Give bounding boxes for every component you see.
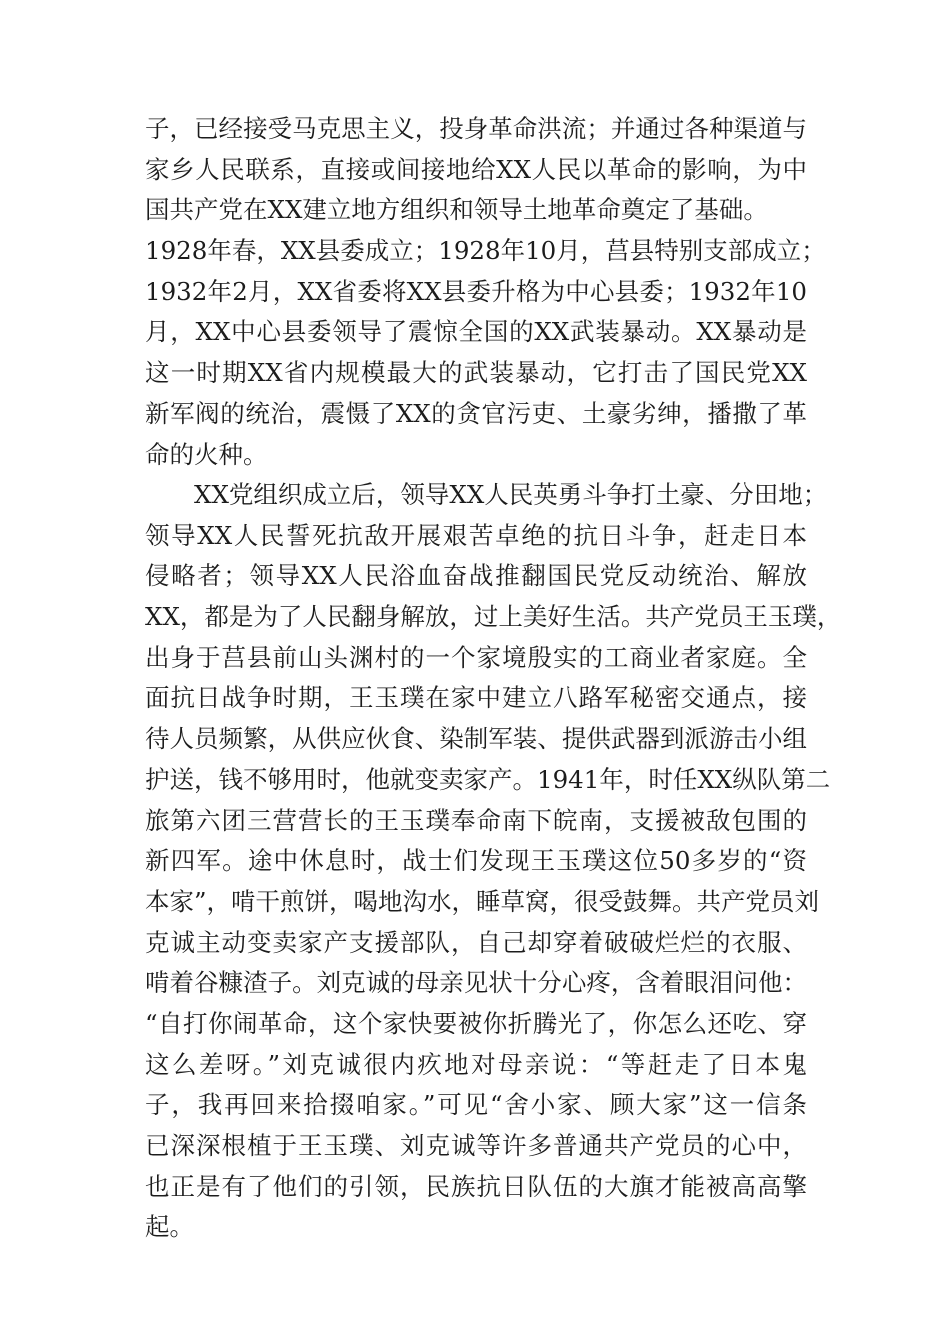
paragraph-2	[145, 475, 842, 1248]
paragraph-line: 这一时期XX省内规模最大的武装暴动，它打击了国民党XX	[145, 358, 807, 388]
paragraph-line: XX，都是为了人民翻身解放，过上美好生活。共产党员王玉璞，	[145, 602, 842, 632]
paragraph-line: 克诚主动变卖家产支援部队，自己却穿着破破烂烂的衣服、	[145, 927, 807, 957]
paragraph-1	[145, 109, 826, 475]
paragraph-line: “自打你闹革命，这个家快要被你折腾光了，你怎么还吃、穿	[145, 1008, 807, 1038]
paragraph-line: 新四军。途中休息时，战士们发现王玉璞这位50多岁的“资	[145, 846, 807, 876]
paragraph-line: 家乡人民联系，直接或间接地给XX人民以革命的影响，为中	[145, 154, 807, 184]
paragraph-line: 也正是有了他们的引领，民族抗日队伍的大旗才能被高高擎	[145, 1171, 807, 1201]
paragraph-line: 领导XX人民誓死抗敌开展艰苦卓绝的抗日斗争，赶走日本	[145, 520, 807, 550]
paragraph-line: 旅第六团三营营长的王玉璞奉命南下皖南，支援被敌包围的	[145, 805, 807, 835]
paragraph-line: 已深深根植于王玉璞、刘克诚等许多普通共产党员的心中，	[145, 1131, 807, 1160]
paragraph-line: 新军阀的统治，震慑了XX的贪官污吏、土豪劣绅，播撒了革	[145, 398, 807, 428]
paragraph-line: 国共产党在XX建立地方组织和领导土地革命奠定了基础。	[145, 195, 768, 225]
paragraph-line: 1928年春，XX县委成立；1928年10月，莒县特别支部成立；	[145, 236, 826, 266]
paragraph-line: 护送，钱不够用时，他就变卖家产。1941年，时任XX纵队第二	[145, 764, 831, 794]
paragraph-line: 出身于莒县前山头渊村的一个家境殷实的工商业者家庭。全	[145, 642, 807, 672]
paragraph-line: 本家”，啃干煎饼，喝地沟水，睡草窝，很受鼓舞。共产党员刘	[145, 886, 820, 916]
paragraph-line: 待人员频繁，从供应伙食、染制军装、提供武器到派游击小组	[145, 724, 807, 754]
paragraph-line: 月，XX中心县委领导了震惊全国的XX武装暴动。XX暴动是	[145, 317, 807, 347]
paragraph-line: 命的火种。	[145, 439, 268, 469]
paragraph-line: 面抗日战争时期，王玉璞在家中建立八路军秘密交通点，接	[145, 683, 807, 713]
paragraph-line: XX党组织成立后，领导XX人民英勇斗争打土豪、分田地；	[194, 480, 828, 509]
paragraph-line: 1932年2月，XX省委将XX县委升格为中心县委；1932年10	[145, 276, 807, 306]
paragraph-line: 这么差呀。”刘克诚很内疚地对母亲说：“等赶走了日本鬼	[145, 1049, 807, 1079]
paragraph-line: 子，我再回来拾掇咱家。”可见“舍小家、顾大家”这一信条	[145, 1090, 807, 1120]
paragraph-line: 啃着谷糠渣子。刘克诚的母亲见状十分心疼，含着眼泪问他：	[145, 968, 807, 998]
paragraph-line: 侵略者；领导XX人民浴血奋战推翻国民党反动统治、解放	[145, 561, 807, 591]
paragraph-line: 子，已经接受马克思主义，投身革命洪流；并通过各种渠道与	[145, 114, 807, 143]
paragraph-line: 起。	[145, 1212, 194, 1242]
